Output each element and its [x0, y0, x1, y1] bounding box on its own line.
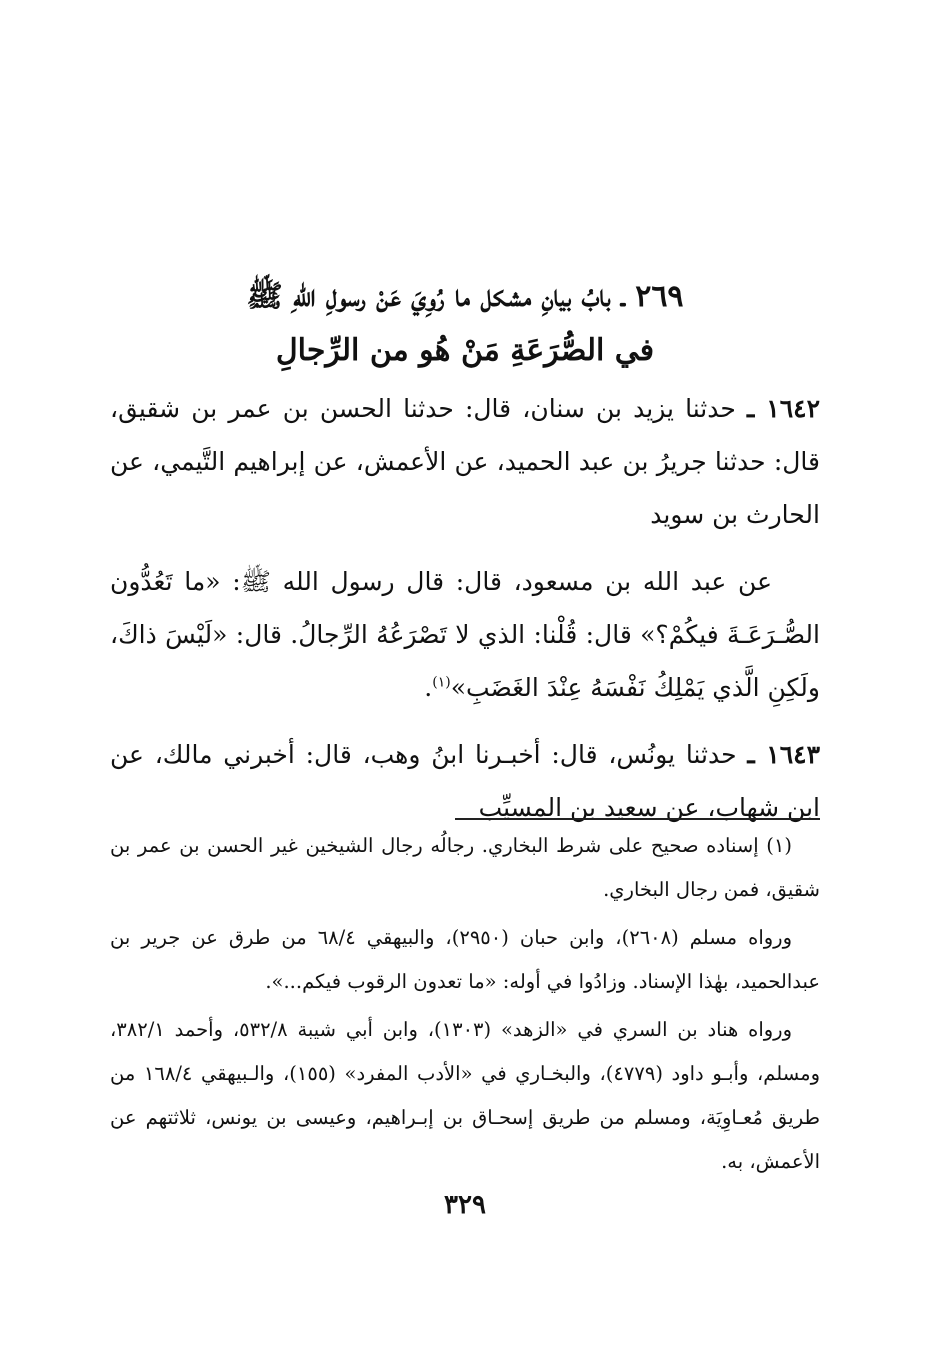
hadith-1643-number: ١٦٤٣ ـ: [747, 740, 820, 769]
hadith-1643-text: حدثنا يونُس، قال: أخبـرنا ابنُ وهب، قال: أخبرني مالك، عن ابن شهاب، عن سعيد بن المسيِّب: [110, 740, 820, 822]
hadith-1642-matn: [110, 555, 820, 714]
chapter-heading-line-2: في الصُّرَعَةِ مَنْ هُو من الرِّجالِ: [275, 333, 655, 368]
chapter-heading-line-1: ٢٦٩ ـ بابُ بيانِ مشكل ما رُوِيَ عَنْ رسولِ اللهِ ﷺ: [246, 279, 684, 314]
hadith-1642-isnad: [110, 382, 820, 541]
main-text: [110, 382, 820, 834]
footnote-reference: (١): [432, 674, 451, 691]
hadith-1642-matn-text: عن عبد الله بن مسعود، قال: قال رسول الله ﷺ: «ما تَعُدُّون الصُّـرَعَـةَ فيكُمْ؟» قال: قُلْنا: الذي لا تَصْرَعُهُ الرِّجالُ. قال: «لَيْسَ ذاكَ، ولَكِنِ الَّذي يَمْلِكُ نَفْسَهُ عِنْدَ الغَضَبِ»: [110, 567, 820, 702]
hadith-1642-isnad-text: حدثنا يزيد بن سنان، قال: حدثنا الحسن بن عمر بن شقيق، قال: حدثنا جريرُ بن عبد الحميد، عن الأعمش، عن إبراهيم التَّيمي، عن الحارث بن سويد: [110, 394, 820, 529]
hadith-1642-number: ١٦٤٢ ـ: [747, 394, 820, 423]
footnote-1-continuation: ورواه مسلم (٢٦٠٨)، وابن حبان (٢٩٥٠)، والبيهقي ٦٨/٤ من طرق عن جرير بن عبدالحميد، بهٰذا الإسناد. وزادُوا في أوله: «ما تعدون الرقوب فيكم...».: [110, 926, 820, 993]
footnote-1: (١) إسناده صحيح على شرط البخاري. رجالُه رجال الشيخين غير الحسن بن عمر بن شقيق، فمن رجال البخاري.: [110, 834, 820, 901]
chapter-heading: [110, 270, 820, 378]
hadith-1642-end: .: [424, 673, 433, 702]
footnotes: [110, 824, 820, 1184]
footnote-1-continuation-2: ورواه هناد بن السري في «الزهد» (١٣٠٣)، وابن أبي شيبة ٥٣٢/٨، وأحمد ٣٨٢/١، ومسلم، وأبـو داود (٤٧٧٩)، والبخـاري في «الأدب المفرد» (١٥٥)، والـبيهقي ١٦٨/٤ من طريق مُعـاوِيَة، ومسلم من طريق إسحـاق بن إبـراهيم، وعيسى بن يونس، ثلاثتهم عن الأعمش، به.: [110, 1018, 820, 1173]
page-number: ٣٢٩: [444, 1190, 486, 1220]
footnote-divider: [455, 818, 820, 820]
